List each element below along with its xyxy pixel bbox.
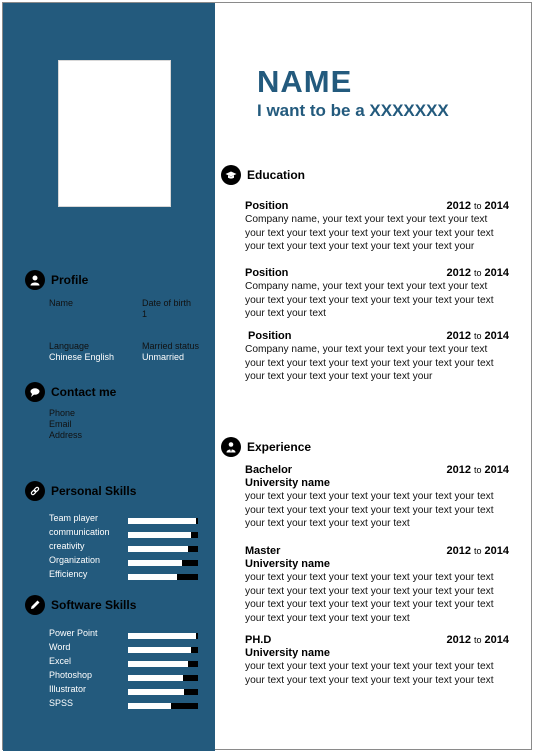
- year-to-word: to: [474, 331, 482, 341]
- year-to-word: to: [474, 201, 482, 211]
- entry-role: Position: [245, 200, 289, 212]
- skill-bar: [128, 518, 198, 524]
- profile-heading: [25, 270, 88, 290]
- year-from: 2012: [446, 545, 471, 557]
- entry-body: your text your text your text your text your text your text your text your text your text your text your text your text: [245, 661, 494, 686]
- person-icon: [25, 270, 45, 290]
- skill-bar: [128, 546, 198, 552]
- entry-body: your text your text your text your text your text your text your text your text your text your text your text your text your text your text your text your text: [245, 491, 494, 530]
- experience-entry: [245, 545, 509, 625]
- entry-years: [447, 464, 509, 477]
- year-to: 2014: [484, 545, 509, 557]
- entry-role: Position: [245, 330, 292, 342]
- year-from: 2012: [446, 200, 471, 212]
- year-to-word: to: [474, 268, 482, 278]
- skill-bar-fill: [128, 703, 171, 709]
- profile-language-label: Language: [49, 341, 90, 351]
- entry-header: [245, 267, 509, 280]
- skill-label: Organization: [49, 555, 101, 565]
- entry-role: Bachelor: [245, 464, 293, 476]
- skill-bar: [128, 703, 198, 709]
- skill-bar-fill: [128, 532, 191, 538]
- skill-bar: [128, 647, 198, 653]
- chat-bubble-icon: [25, 382, 45, 402]
- profile-married-value: Unmarried: [142, 352, 185, 362]
- entry-body: Company name, your text your text your text your text your text your text your text your text your text your text your text your text: [245, 281, 494, 320]
- profile-language-value: Chinese English: [49, 352, 115, 362]
- education-entry: [245, 200, 509, 254]
- entry-years: [447, 267, 509, 280]
- entry-school: University name: [245, 647, 330, 659]
- entry-years: [447, 634, 509, 647]
- personal-skills-title: Personal Skills: [51, 484, 137, 498]
- entry-header: [245, 200, 509, 213]
- entry-header: [245, 464, 509, 477]
- photo-placeholder: [58, 60, 171, 207]
- year-from: 2012: [446, 330, 471, 342]
- skill-bar-fill: [128, 518, 196, 524]
- contact-heading: [25, 382, 116, 402]
- skill-label: Excel: [49, 656, 72, 666]
- experience-title: Experience: [247, 440, 312, 454]
- skill-bar-fill: [128, 560, 182, 566]
- year-to: 2014: [484, 464, 509, 476]
- skill-bar: [128, 661, 198, 667]
- pen-icon: [25, 595, 45, 615]
- year-to: 2014: [484, 330, 509, 342]
- year-to-word: to: [474, 546, 482, 556]
- link-icon: [25, 481, 45, 501]
- skill-bar-fill: [128, 574, 177, 580]
- education-entry: [245, 330, 509, 384]
- contact-phone: Phone: [49, 408, 76, 418]
- graduation-cap-icon: [221, 165, 241, 185]
- person-tie-icon: [221, 437, 241, 457]
- skill-label: SPSS: [49, 698, 74, 708]
- experience-entry: [245, 634, 509, 687]
- entry-header: [245, 330, 509, 343]
- profile-married-label: Married status: [142, 341, 200, 351]
- skill-label: communication: [49, 527, 110, 537]
- profile-dob-label: Date of birth: [142, 298, 192, 308]
- education-entry: [245, 267, 509, 321]
- year-to-word: to: [474, 465, 482, 475]
- skill-bar: [128, 633, 198, 639]
- entry-body: your text your text your text your text your text your text your text your text your text your text your text your text your text your text your text your text your text your text your text your text your text your text: [245, 572, 494, 624]
- entry-role: Master: [245, 545, 281, 557]
- year-to: 2014: [484, 200, 509, 212]
- skill-label: Photoshop: [49, 670, 93, 680]
- entry-years: [447, 545, 509, 558]
- skill-label: Word: [49, 642, 71, 652]
- skill-bar: [128, 532, 198, 538]
- skill-bar-fill: [128, 675, 183, 681]
- skill-bar-fill: [128, 689, 184, 695]
- entry-role: PH.D: [245, 634, 272, 646]
- skill-label: Team player: [49, 513, 99, 523]
- entry-school: University name: [245, 558, 330, 570]
- candidate-name: NAME: [257, 64, 353, 99]
- entry-header: [245, 545, 509, 558]
- skill-bar: [128, 689, 198, 695]
- year-from: 2012: [446, 267, 471, 279]
- skill-bar: [128, 574, 198, 580]
- skill-label: creativity: [49, 541, 85, 551]
- profile-title: Profile: [51, 273, 89, 287]
- skill-bar-fill: [128, 647, 191, 653]
- skill-bar-fill: [128, 546, 188, 552]
- entry-school: University name: [245, 477, 330, 489]
- candidate-subtitle: I want to be a XXXXXXX: [257, 101, 449, 120]
- skill-label: Power Point: [49, 628, 98, 638]
- entry-years: [447, 330, 509, 343]
- experience-heading: [221, 437, 311, 457]
- skill-bar-fill: [128, 661, 188, 667]
- skill-bar-fill: [128, 633, 196, 639]
- entry-body: Company name, your text your text your text your text your text your text your text your text your text your text your text your text your text your text your: [245, 344, 494, 383]
- skill-label: Efficiency: [49, 569, 88, 579]
- entry-body: Company name, your text your text your text your text your text your text your text your text your text your text your text your text your text your text your text your: [245, 214, 494, 253]
- entry-header: [245, 634, 509, 647]
- profile-dob-value: 1: [142, 309, 148, 319]
- entry-role: Position: [245, 267, 289, 279]
- contact-email: Email: [49, 419, 72, 429]
- entry-years: [447, 200, 509, 213]
- contact-address: Address: [49, 430, 83, 440]
- software-skills-title: Software Skills: [51, 598, 137, 612]
- year-from: 2012: [446, 634, 471, 646]
- skill-bar: [128, 675, 198, 681]
- year-to: 2014: [484, 267, 509, 279]
- year-to: 2014: [484, 634, 509, 646]
- skill-label: Illustrator: [49, 684, 87, 694]
- education-heading: [221, 165, 305, 185]
- personal-skills-heading: [25, 481, 136, 501]
- education-title: Education: [247, 168, 306, 182]
- year-from: 2012: [446, 464, 471, 476]
- contact-title: Contact me: [51, 385, 117, 399]
- experience-entry: [245, 464, 509, 531]
- skill-bar: [128, 560, 198, 566]
- profile-name-label: Name: [49, 298, 74, 308]
- year-to-word: to: [474, 635, 482, 645]
- software-skills-heading: [25, 595, 136, 615]
